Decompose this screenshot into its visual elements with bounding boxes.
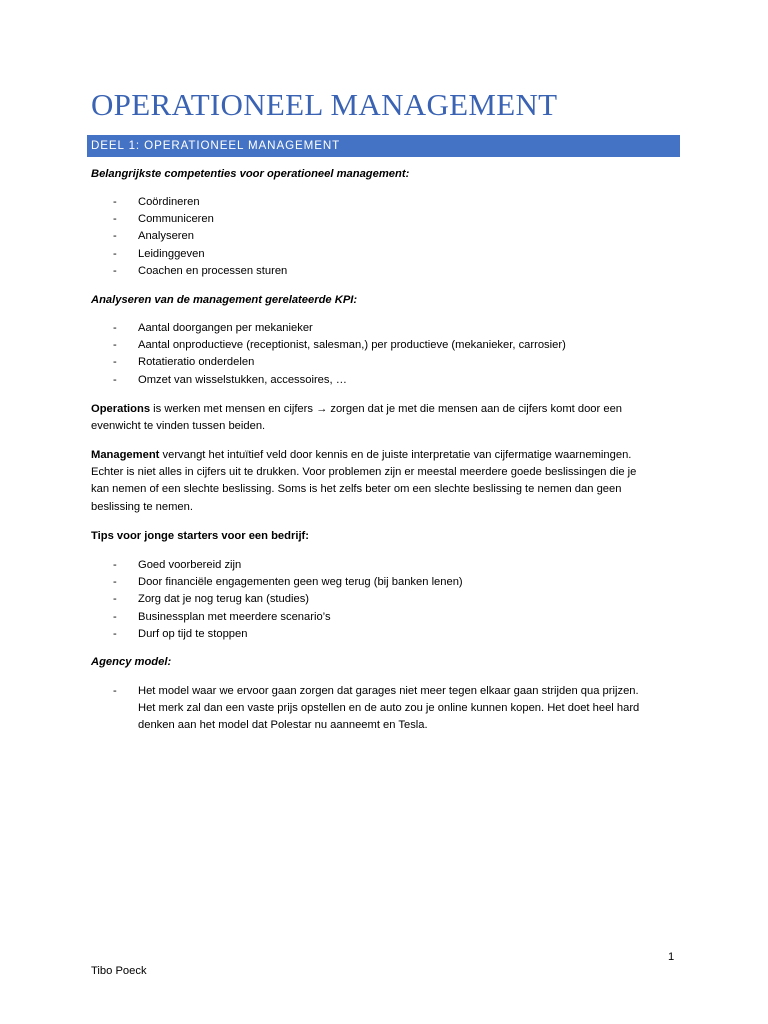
list-item: [91, 626, 681, 643]
competencies-heading-text: Belangrijkste competenties voor operationeel management:: [91, 168, 410, 180]
list-item-text: Aantal doorgangen per mekanieker: [138, 322, 313, 334]
bullet-dash: -: [113, 196, 117, 208]
management-line-3: kan nemen of een slechte beslissing. Soms is het zelfs beter om een slechte beslissing te nemen dan geen: [91, 483, 622, 496]
list-item: [91, 557, 681, 574]
agency-line-1: Het model waar we ervoor gaan zorgen dat garages niet meer tegen elkaar gaan strijden qua prijzen.: [138, 685, 639, 697]
list-item: [91, 194, 681, 211]
section-header-bar: [87, 135, 680, 157]
competencies-heading: [91, 166, 681, 183]
operations-line-2: evenwicht te vinden tussen beiden.: [91, 420, 266, 433]
list-item-text: Zorg dat je nog terug kan (studies): [138, 593, 310, 606]
kpi-list: [91, 320, 681, 389]
bullet-dash: -: [113, 356, 117, 369]
list-item-text: Door financiële engagementen geen weg terug (bij banken lenen): [138, 576, 463, 589]
agency-heading-text: Agency model:: [91, 656, 172, 668]
list-item: [91, 228, 681, 245]
tips-list: [91, 557, 681, 643]
tips-heading-text: Tips voor jonge starters voor een bedrijf:: [91, 530, 309, 542]
section-header-text: DEEL 1: OPERATIONEEL MANAGEMENT: [91, 139, 341, 152]
list-item: [91, 591, 681, 608]
bullet-dash: -: [113, 322, 117, 334]
agency-list: [91, 683, 681, 735]
operations-term: Operations: [91, 403, 151, 415]
agency-line-3: denken aan het model dat Polestar nu aanneemt en Tesla.: [138, 719, 428, 732]
list-item: [91, 211, 681, 228]
list-item-text: Coachen en processen sturen: [138, 264, 288, 277]
list-item-text: Aantal onproductieve (receptionist, salesman,) per productieve (mekanieker, carrosier): [138, 339, 566, 352]
bullet-dash: -: [113, 213, 117, 226]
bullet-dash: -: [113, 230, 117, 243]
operations-line-1: is werken met mensen en cijfers → zorgen dat je met die mensen aan de cijfers komt door een: [150, 403, 623, 415]
list-item-text: Coördineren: [138, 196, 200, 208]
bullet-dash: -: [113, 247, 117, 260]
management-line-4: beslissing te nemen.: [91, 500, 193, 513]
bullet-dash: -: [113, 593, 117, 606]
footer-author: Tibo Poeck: [91, 965, 147, 977]
list-item: [91, 683, 681, 735]
list-item-text: Omzet van wisselstukken, accessoires, …: [138, 373, 347, 386]
kpi-heading: [91, 292, 681, 309]
list-item: [91, 320, 681, 337]
list-item: [91, 609, 681, 626]
management-line-2: Echter is niet alles in cijfers uit te drukken. Voor problemen zijn er meestal meerdere goede beslissingen die je: [91, 466, 637, 479]
bullet-dash: -: [113, 576, 117, 589]
list-item: [91, 372, 681, 389]
bullet-dash: -: [113, 685, 117, 697]
list-item-text: Analyseren: [138, 230, 194, 243]
tips-heading: [91, 528, 681, 545]
paragraph-line: [91, 447, 681, 464]
list-item-text: Businessplan met meerdere scenario’s: [138, 610, 331, 623]
management-paragraph: [91, 447, 681, 516]
page-number: 1: [668, 951, 675, 963]
list-item-text: Communiceren: [138, 213, 214, 226]
list-item: [91, 246, 681, 263]
operations-paragraph: [91, 401, 681, 435]
agency-line-2: Het merk zal dan een vaste prijs opstellen en de auto zou je online kunnen kopen. Het doet heel hard: [138, 702, 640, 715]
list-item-text: Goed voorbereid zijn: [138, 559, 242, 571]
competencies-list: [91, 194, 681, 280]
management-term: Management: [91, 449, 160, 461]
kpi-heading-text: Analyseren van de management gerelateerde KPI:: [91, 294, 358, 306]
list-item: [91, 263, 681, 280]
paragraph-line: [91, 401, 681, 418]
list-item: [91, 574, 681, 591]
bullet-dash: -: [113, 610, 117, 623]
bullet-dash: -: [113, 339, 117, 352]
list-item-text: Durf op tijd te stoppen: [138, 627, 248, 640]
list-item-text: Leidinggeven: [138, 247, 205, 260]
agency-heading: [91, 654, 681, 671]
list-item-text: Rotatieratio onderdelen: [138, 356, 255, 369]
bullet-dash: -: [113, 559, 117, 571]
management-line-1: vervangt het intuïtief veld door kennis en de juiste interpretatie van cijfermatige waarnemingen.: [159, 449, 632, 461]
bullet-dash: -: [113, 264, 117, 277]
bullet-dash: -: [113, 627, 117, 640]
list-item: [91, 354, 681, 371]
list-item: [91, 337, 681, 354]
document-title: OPERATIONEEL MANAGEMENT: [91, 87, 558, 122]
bullet-dash: -: [113, 373, 117, 386]
